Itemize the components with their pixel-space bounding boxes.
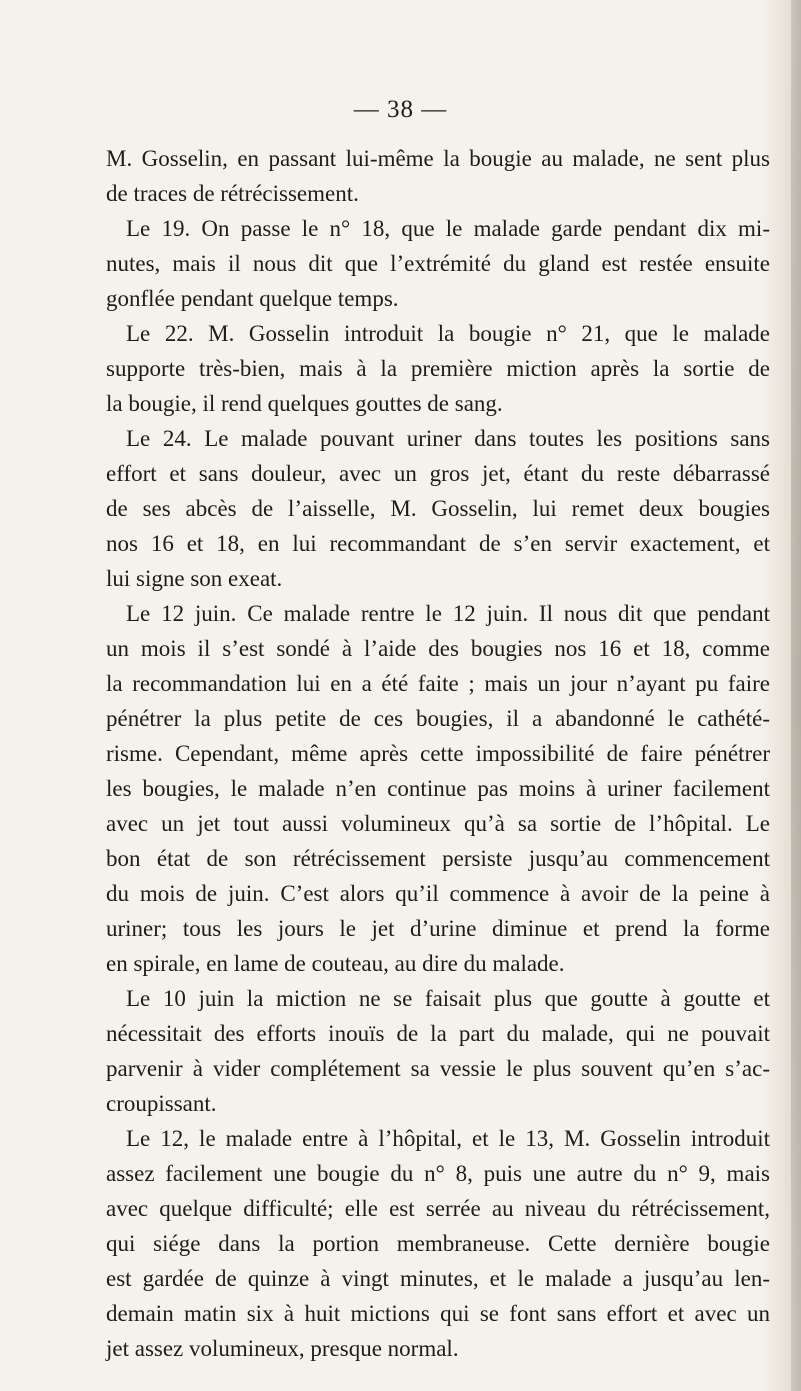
text-line: supporte très-bien, mais à la première miction après la sortie de (106, 356, 770, 381)
text-line: la recommandation lui en a été faite ; mais un jour n’ayant pu faire (106, 671, 770, 696)
text-line: Le 19. On passe le n° 18, que le malade garde pendant dix mi- (126, 216, 770, 241)
page-number: — 38 — (353, 96, 448, 123)
page-edge-shadow (791, 0, 801, 1391)
text-line: la bougie, il rend quelques gouttes de sang. (106, 391, 503, 416)
text-line: nos 16 et 18, en lui recommandant de s’en servir exactement, et (106, 531, 770, 556)
text-line: de ses abcès de l’aisselle, M. Gosselin, lui remet deux bougies (106, 496, 770, 521)
text-line: qui siége dans la portion membraneuse. Cette dernière bougie (106, 1231, 770, 1256)
text-line: uriner; tous les jours le jet d’urine diminue et prend la forme (106, 916, 770, 941)
text-line: demain matin six à huit mictions qui se font sans effort et avec un (106, 1301, 770, 1326)
text-line: nécessitait des efforts inouïs de la part du malade, qui ne pouvait (106, 1021, 770, 1046)
text-line: avec quelque difficulté; elle est serrée au niveau du rétrécissement, (106, 1196, 770, 1221)
text-line: parvenir à vider complétement sa vessie le plus souvent qu’en s’ac- (106, 1056, 770, 1081)
text-line: effort et sans douleur, avec un gros jet, étant du reste débarrassé (106, 461, 770, 486)
text-line: avec un jet tout aussi volumineux qu’à sa sortie de l’hôpital. Le (106, 811, 770, 836)
text-line: assez facilement une bougie du n° 8, puis une autre du n° 9, mais (106, 1161, 770, 1186)
text-line: croupissant. (106, 1091, 217, 1116)
text-line: jet assez volumineux, presque normal. (106, 1336, 459, 1361)
text-line: pénétrer la plus petite de ces bougies, il a abandonné le cathété- (106, 706, 770, 731)
text-line: un mois il s’est sondé à l’aide des bougies nos 16 et 18, comme (106, 636, 770, 661)
text-line: bon état de son rétrécissement persiste jusqu’au commencement (106, 846, 770, 871)
body-text (106, 141, 770, 1366)
text-line: gonflée pendant quelque temps. (106, 286, 399, 311)
text-line: lui signe son exeat. (106, 566, 283, 591)
text-line: Le 22. M. Gosselin introduit la bougie n° 21, que le malade (126, 321, 770, 346)
text-line: de traces de rétrécissement. (106, 181, 359, 206)
text-line: nutes, mais il nous dit que l’extrémité du gland est restée ensuite (106, 251, 770, 276)
text-line: M. Gosselin, en passant lui-même la bougie au malade, ne sent plus (106, 146, 770, 171)
text-line: Le 10 juin la miction ne se faisait plus que goutte à goutte et (126, 986, 770, 1011)
text-line: Le 12 juin. Ce malade rentre le 12 juin. Il nous dit que pendant (126, 601, 770, 626)
text-line: est gardée de quinze à vingt minutes, et le malade a jusqu’au len- (106, 1266, 770, 1291)
text-line: du mois de juin. C’est alors qu’il commence à avoir de la peine à (106, 881, 770, 906)
text-line: Le 24. Le malade pouvant uriner dans toutes les positions sans (126, 426, 770, 451)
text-line: en spirale, en lame de couteau, au dire du malade. (106, 951, 565, 976)
text-line: risme. Cependant, même après cette impossibilité de faire pénétrer (106, 741, 770, 766)
text-line: les bougies, le malade n’en continue pas moins à uriner facilement (106, 776, 770, 801)
text-line: Le 12, le malade entre à l’hôpital, et le 13, M. Gosselin introduit (126, 1126, 770, 1151)
